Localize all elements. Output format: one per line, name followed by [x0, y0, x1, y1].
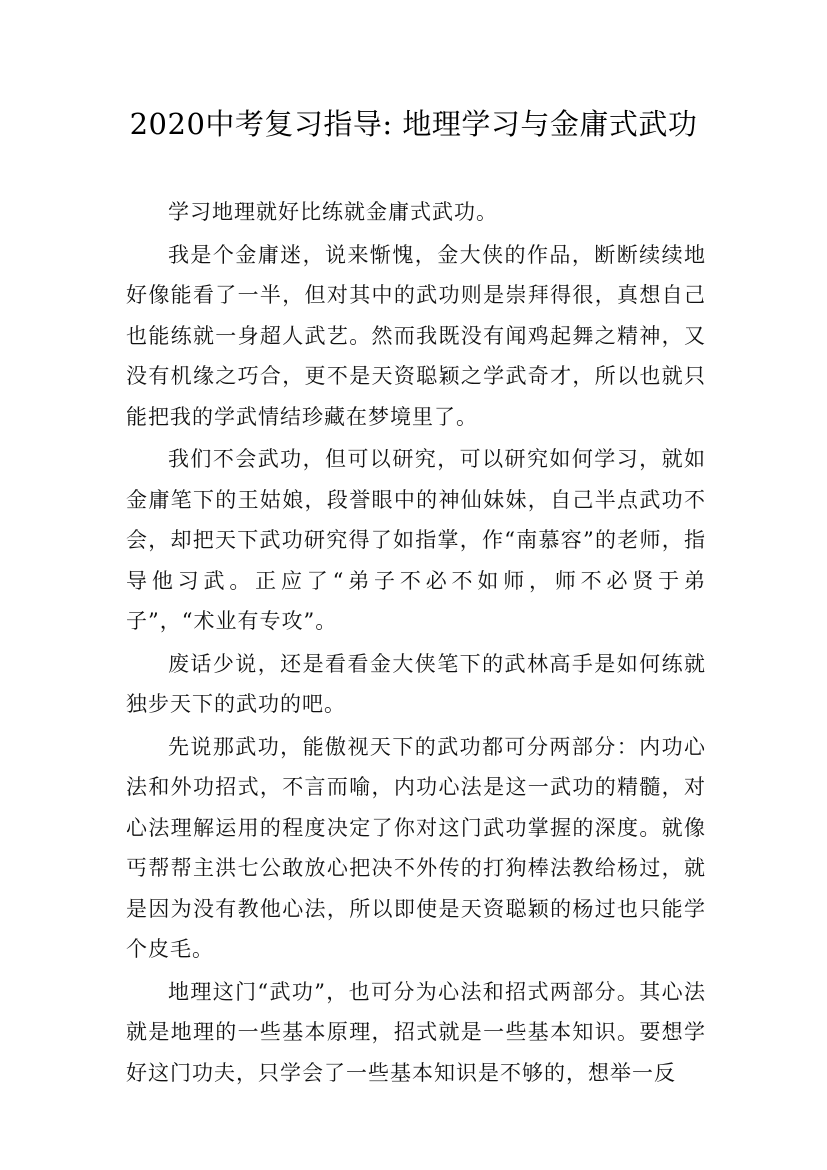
paragraph: 学习地理就好比练就金庸式武功。 — [168, 200, 498, 224]
paragraph: 地理这门“武功”，也可分为心法和招式两部分。其心法就是地理的一些基本原理，招式就是一些基本知识。要想学好这门功夫，只学会了一些基本知识是不够的，想举一反 — [126, 979, 706, 1085]
paragraph: 废话少说，还是看看金大侠笔下的武林高手是如何练就独步天下的武功的吧。 — [126, 651, 706, 716]
document-title: 2020中考复习指导: 地理学习与金庸式武功 — [129, 107, 698, 141]
document-body — [126, 192, 706, 1095]
paragraph: 我们不会武功，但可以研究，可以研究如何学习，就如金庸笔下的王姑娘，段誉眼中的神仙妹妹，自己半点武功不会，却把天下武功研究得了如指掌，作“南慕容”的老师，指导他习武。正应了“弟子不必不如师，师不必贤于弟子”，“术业有专攻”。 — [126, 447, 706, 633]
paragraph: 我是个金庸迷，说来惭愧，金大侠的作品，断断续续地好像能看了一半，但对其中的武功则是崇拜得很，真想自己也能练就一身超人武艺。然而我既没有闻鸡起舞之精神，又没有机缘之巧合，更不是天资聪颖之学武奇才，所以也就只能把我的学武情结珍藏在梦境里了。 — [126, 242, 706, 429]
paragraph: 先说那武功，能傲视天下的武功都可分两部分：内功心法和外功招式，不言而喻，内功心法是这一武功的精髓，对心法理解运用的程度决定了你对这门武功掌握的深度。就像丐帮帮主洪七公敢放心把决不外传的打狗棒法教给杨过，就是因为没有教他心法，所以即使是天资聪颖的杨过也只能学个皮毛。 — [126, 734, 706, 961]
